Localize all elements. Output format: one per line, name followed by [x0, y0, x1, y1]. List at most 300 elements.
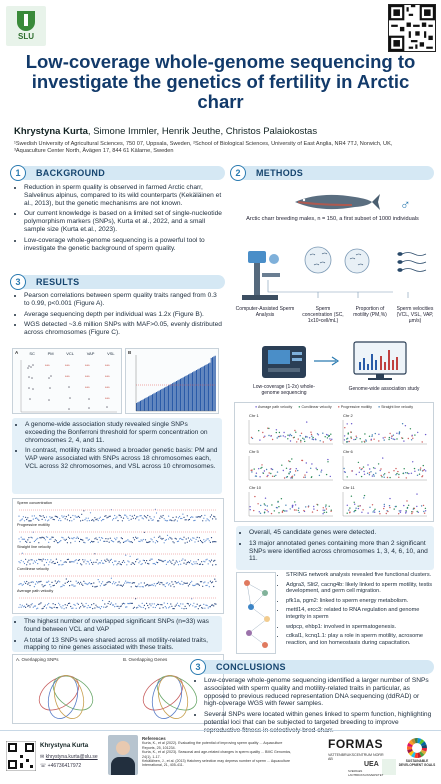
manhattan-point — [193, 561, 194, 562]
manhattan-point — [59, 604, 60, 605]
manhattan-point — [114, 606, 115, 607]
manhattan-point — [73, 537, 74, 538]
manhattan-point — [100, 517, 101, 518]
chromosome-point — [295, 504, 296, 505]
manhattan-point — [196, 584, 197, 585]
chromosome-point — [373, 439, 374, 440]
manhattan-point — [18, 516, 19, 517]
manhattan-point — [172, 584, 173, 585]
corr-header: PM — [47, 351, 54, 356]
manhattan-point — [172, 517, 173, 518]
depth-bar — [204, 366, 205, 411]
manhattan-point — [94, 538, 95, 539]
manhattan-point — [81, 514, 82, 515]
manhattan-point — [208, 582, 209, 583]
manhattan-point — [122, 586, 123, 587]
manhattan-point — [84, 559, 85, 560]
chromosome-point — [384, 439, 385, 440]
string-bullet-4: • mettl14, ercc3: related to RNA regulation and genome integrity in sperm — [286, 607, 436, 620]
manhattan-point — [71, 538, 72, 539]
chromosome-point — [265, 505, 266, 506]
manhattan-point — [188, 603, 189, 604]
manhattan-point — [31, 559, 32, 560]
manhattan-point — [170, 519, 171, 520]
chromosome-point — [264, 512, 265, 513]
manhattan-point — [78, 560, 79, 561]
manhattan-point — [123, 584, 124, 585]
manhattan-point — [213, 586, 214, 587]
chromosome-point — [370, 471, 371, 472]
manhattan-point — [164, 602, 165, 603]
manhattan-point — [56, 583, 57, 584]
manhattan-point — [130, 582, 131, 583]
chromosome-point — [414, 434, 415, 435]
manhattan-point — [209, 586, 210, 587]
manhattan-point — [158, 604, 159, 605]
corr-header: VCL — [66, 351, 75, 356]
chromosome-point — [303, 477, 304, 478]
manhattan-point — [35, 605, 36, 606]
manhattan-point — [186, 519, 187, 520]
depth-bar — [196, 370, 197, 411]
manhattan-point — [165, 606, 166, 607]
manhattan-point — [142, 603, 143, 604]
chromosome-point — [383, 508, 384, 509]
manhattan-point — [40, 516, 41, 517]
motility-icon — [342, 247, 372, 275]
manhattan-point — [40, 602, 41, 603]
manhattan-point — [68, 559, 69, 560]
chromosome-point — [304, 474, 305, 475]
manhattan-point — [71, 584, 72, 585]
manhattan-point — [97, 518, 98, 519]
manhattan-point — [121, 517, 122, 518]
chromosome-point — [272, 476, 273, 477]
chromosome-point — [272, 469, 273, 470]
chromosome-point — [361, 469, 362, 470]
sequencer-icon — [258, 340, 310, 382]
depth-bar — [184, 377, 185, 411]
depth-bar — [211, 358, 212, 411]
manhattan-point — [25, 541, 26, 542]
manhattan-point — [47, 559, 48, 560]
contact-phone[interactable]: ☏ +46736417972 — [40, 763, 82, 769]
manhattan-point — [189, 584, 190, 585]
manhattan-point — [84, 606, 85, 607]
contact-email[interactable]: ✉ khrystyna.kurta@slu.se — [40, 754, 98, 760]
manhattan-point — [198, 608, 199, 609]
depth-bar — [148, 396, 149, 411]
legend-item: ● Progressive motility — [337, 405, 372, 409]
wgs-label: Low-coverage (1-2x) whole-genome sequencing — [253, 384, 315, 396]
chromosome-point — [424, 513, 425, 514]
manhattan-point — [121, 605, 122, 606]
chromosome-point — [258, 468, 259, 469]
manhattan-point — [77, 563, 78, 564]
chromosome-point — [386, 513, 387, 514]
manhattan-point — [43, 515, 44, 516]
chromosome-point — [363, 471, 364, 472]
depth-bar — [181, 378, 182, 411]
manhattan-point — [126, 540, 127, 541]
manhattan-point — [167, 520, 168, 521]
manhattan-point — [157, 604, 158, 605]
reference-item: Kurta, K., et al (2023). Seasonal and age-related changes in sperm quality ... BMC Genomics, 24(1), 1-17. — [142, 750, 292, 759]
chromosome-point — [405, 425, 406, 426]
chromosome-point — [323, 510, 324, 511]
chromosome-point — [295, 470, 296, 471]
string-bullet-5: • wdpcp, ehbp1: involved in spermatogenesis. — [286, 624, 436, 631]
manhattan-point — [166, 564, 167, 565]
manhattan-point — [46, 536, 47, 537]
manhattan-point — [119, 608, 120, 609]
manhattan-point — [60, 540, 61, 541]
manhattan-point — [104, 516, 105, 517]
manhattan-point — [163, 584, 164, 585]
manhattan-point — [56, 607, 57, 608]
chromosome-point — [308, 506, 309, 507]
manhattan-point — [112, 541, 113, 542]
manhattan-point — [205, 520, 206, 521]
chromosome-point — [349, 511, 350, 512]
chromosome-point — [355, 439, 356, 440]
manhattan-point — [42, 519, 43, 520]
manhattan-point — [75, 585, 76, 586]
depth-bar — [203, 366, 204, 411]
manhattan-point — [185, 583, 186, 584]
manhattan-point — [100, 540, 101, 541]
manhattan-point — [211, 605, 212, 606]
slu-logo-text: SLU — [18, 32, 34, 41]
sperm-sample-icon — [300, 245, 336, 275]
manhattan-point — [70, 542, 71, 543]
manhattan-point — [187, 583, 188, 584]
manhattan-plot — [15, 593, 221, 611]
manhattan-point — [155, 564, 156, 565]
manhattan-point — [53, 519, 54, 520]
chromosome-point — [268, 428, 269, 429]
manhattan-point — [149, 603, 150, 604]
manhattan-point — [163, 538, 164, 539]
manhattan-point — [67, 559, 68, 560]
manhattan-point — [200, 540, 201, 541]
manhattan-point — [83, 542, 84, 543]
chromosome-point — [284, 477, 285, 478]
manhattan-point — [27, 606, 28, 607]
manhattan-point — [156, 605, 157, 606]
depth-bar — [212, 357, 213, 411]
manhattan-point — [143, 560, 144, 561]
section-title: METHODS — [238, 166, 434, 180]
manhattan-point — [213, 541, 214, 542]
section-title: BACKGROUND — [18, 166, 225, 180]
chromosome-point — [346, 441, 347, 442]
chromosome-point — [372, 511, 373, 512]
manhattan-point — [116, 585, 117, 586]
chromosome-point — [327, 459, 328, 460]
authors — [14, 126, 434, 137]
chromosome-point — [344, 427, 345, 428]
manhattan-point — [27, 539, 28, 540]
manhattan-trait-label: Straight line velocity — [17, 545, 51, 549]
manhattan-point — [100, 608, 101, 609]
manhattan-point — [121, 537, 122, 538]
figure-b-label: B — [128, 350, 132, 355]
depth-bar — [151, 395, 152, 411]
manhattan-point — [208, 538, 209, 539]
chromosome-point — [381, 475, 382, 476]
manhattan-point — [207, 585, 208, 586]
chromosome-point — [412, 511, 413, 512]
results-bullets — [14, 292, 224, 340]
manhattan-point — [192, 564, 193, 565]
candidate-genes-box — [236, 526, 434, 570]
chromosome-point — [346, 438, 347, 439]
chromosome-point — [301, 460, 302, 461]
chromosome-point — [311, 476, 312, 477]
chromosome-point — [393, 435, 394, 436]
manhattan-point — [72, 515, 73, 516]
manhattan-point — [148, 607, 149, 608]
chromosome-point — [363, 466, 364, 467]
chromosome-point — [410, 428, 411, 429]
sdg-logo — [398, 737, 436, 779]
manhattan-point — [176, 560, 177, 561]
manhattan-point — [152, 539, 153, 540]
chromosome-axis — [343, 420, 427, 444]
chromosome-point — [320, 471, 321, 472]
manhattan-point — [126, 606, 127, 607]
chromosome-point — [305, 477, 306, 478]
svg-text:***: *** — [65, 363, 70, 368]
manhattan-point — [82, 605, 83, 606]
chromosome-point — [259, 476, 260, 477]
contact-qr-code-icon[interactable] — [6, 741, 36, 771]
manhattan-point — [93, 603, 94, 604]
chromosome-point — [412, 438, 413, 439]
depth-bar — [209, 363, 210, 411]
manhattan-point — [135, 518, 136, 519]
chromosome-point — [289, 461, 290, 462]
manhattan-point — [136, 559, 137, 560]
chromosome-point — [356, 437, 357, 438]
chromosome-point — [420, 467, 421, 468]
chromosome-axis — [343, 492, 427, 516]
manhattan-point — [156, 512, 157, 513]
manhattan-point — [76, 608, 77, 609]
manhattan-point — [70, 561, 71, 562]
depth-bar — [205, 365, 206, 411]
manhattan-point — [120, 563, 121, 564]
manhattan-point — [59, 564, 60, 565]
manhattan-point — [53, 603, 54, 604]
chromosome-point — [266, 476, 267, 477]
manhattan-point — [48, 564, 49, 565]
chromosome-point — [367, 512, 368, 513]
manhattan-point — [79, 559, 80, 560]
manhattan-point — [48, 519, 49, 520]
chromosome-point — [329, 438, 330, 439]
chromosome-scatter — [247, 490, 335, 518]
chromosome-point — [323, 507, 324, 508]
manhattan-point — [137, 586, 138, 587]
manhattan-point — [89, 607, 90, 608]
chromosome-point — [280, 435, 281, 436]
manhattan-point — [22, 585, 23, 586]
manhattan-point — [31, 520, 32, 521]
depth-bar — [197, 369, 198, 411]
manhattan-point — [42, 537, 43, 538]
manhattan-point — [22, 518, 23, 519]
manhattan-point — [149, 560, 150, 561]
manhattan-point — [196, 516, 197, 517]
manhattan-point — [165, 540, 166, 541]
chromosome-point — [383, 437, 384, 438]
manhattan-point — [97, 559, 98, 560]
manhattan-point — [152, 520, 153, 521]
manhattan-point — [112, 604, 113, 605]
manhattan-point — [88, 518, 89, 519]
manhattan-point — [65, 583, 66, 584]
manhattan-point — [132, 583, 133, 584]
chromosome-point — [398, 474, 399, 475]
manhattan-point — [104, 541, 105, 542]
manhattan-point — [87, 520, 88, 521]
manhattan-point — [130, 541, 131, 542]
manhattan-point — [149, 585, 150, 586]
chromosome-point — [272, 439, 273, 440]
chromosome-point — [285, 505, 286, 506]
manhattan-point — [127, 539, 128, 540]
manhattan-point — [43, 586, 44, 587]
results-bullet-3: • WGS detected ~3.6 million SNPs with MAF>0.05, evenly distributed across chromosomes (Figure C). — [24, 321, 224, 337]
conclusions-bullets — [194, 677, 434, 738]
chromosome-point — [251, 470, 252, 471]
manhattan-point — [177, 541, 178, 542]
manhattan-point — [78, 582, 79, 583]
manhattan-point — [31, 582, 32, 583]
manhattan-point — [75, 605, 76, 606]
chromosome-point — [347, 505, 348, 506]
manhattan-point — [187, 603, 188, 604]
manhattan-point — [98, 520, 99, 521]
manhattan-point — [120, 606, 121, 607]
manhattan-point — [187, 515, 188, 516]
correlation-matrix-plot — [19, 358, 119, 413]
string-network-graph — [237, 573, 277, 655]
depth-bar — [140, 401, 141, 411]
chromosome-point — [388, 439, 389, 440]
manhattan-point — [116, 564, 117, 565]
manhattan-point — [70, 581, 71, 582]
manhattan-point — [32, 603, 33, 604]
manhattan-point — [109, 601, 110, 602]
chromosome-point — [423, 470, 424, 471]
chromosome-point — [295, 432, 296, 433]
manhattan-point — [133, 537, 134, 538]
legend-item: ● Average path velocity — [255, 405, 293, 409]
manhattan-point — [150, 605, 151, 606]
manhattan-point — [39, 515, 40, 516]
chromosome-point — [296, 468, 297, 469]
methods-flow-arrows — [258, 280, 418, 300]
manhattan-point — [110, 604, 111, 605]
chromosome-plot — [341, 485, 429, 519]
manhattan-point — [70, 517, 71, 518]
manhattan-point — [170, 603, 171, 604]
manhattan-point — [199, 585, 200, 586]
manhattan-point — [179, 606, 180, 607]
manhattan-point — [158, 582, 159, 583]
manhattan-point — [174, 586, 175, 587]
manhattan-point — [104, 560, 105, 561]
manhattan-point — [124, 515, 125, 516]
manhattan-point — [79, 583, 80, 584]
chromosome-point — [394, 508, 395, 509]
concentration-label: Sperm concentration (SC, 1x10⁹cell/mL) — [302, 306, 344, 324]
manhattan-point — [58, 564, 59, 565]
manhattan-point — [36, 517, 37, 518]
manhattan-point — [191, 516, 192, 517]
chromosome-point — [322, 513, 323, 514]
manhattan-point — [54, 541, 55, 542]
chromosome-point — [350, 431, 351, 432]
chromosome-point — [414, 508, 415, 509]
manhattan-point — [144, 582, 145, 583]
manhattan-point — [48, 581, 49, 582]
manhattan-point — [102, 538, 103, 539]
manhattan-point — [191, 540, 192, 541]
chromosome-point — [363, 497, 364, 498]
references-title: References — [142, 736, 166, 741]
manhattan-point — [181, 608, 182, 609]
manhattan-point — [145, 585, 146, 586]
manhattan-point — [88, 561, 89, 562]
chromosome-point — [373, 474, 374, 475]
manhattan-point — [133, 582, 134, 583]
chromosome-point — [391, 438, 392, 439]
manhattan-point — [117, 541, 118, 542]
manhattan-point — [194, 541, 195, 542]
manhattan-point — [67, 519, 68, 520]
manhattan-point — [110, 560, 111, 561]
manhattan-point — [102, 581, 103, 582]
chromosome-point — [425, 470, 426, 471]
manhattan-point — [27, 561, 28, 562]
chromosome-point — [367, 464, 368, 465]
manhattan-point — [99, 581, 100, 582]
depth-bar — [161, 389, 162, 411]
manhattan-point — [166, 539, 167, 540]
chromosome-point — [389, 498, 390, 499]
qr-code-icon[interactable] — [388, 4, 436, 52]
manhattan-point — [159, 584, 160, 585]
chromosome-point — [331, 439, 332, 440]
manhattan-point — [180, 564, 181, 565]
reference-item: Kekäläinen, J., et al. (2013) Hatchery selection may depress number of sperm ... Aquaculture International, 21, 405-411. — [142, 759, 291, 768]
manhattan-point — [26, 604, 27, 605]
candidate-bullet-2: • 13 major annotated genes containing more than 2 significant SNPs were identified across chromosomes 1, 3, 4, 6, 10, and 11. — [249, 540, 431, 563]
chromosome-point — [315, 439, 316, 440]
author-photo — [108, 735, 138, 775]
chromosome-point — [347, 423, 348, 424]
chromosome-point — [271, 513, 272, 514]
manhattan-point — [210, 561, 211, 562]
manhattan-point — [98, 579, 99, 580]
chromosome-label: Chr 6 — [343, 449, 353, 454]
chromosome-manhattan-panel — [234, 402, 434, 522]
manhattan-point — [159, 518, 160, 519]
